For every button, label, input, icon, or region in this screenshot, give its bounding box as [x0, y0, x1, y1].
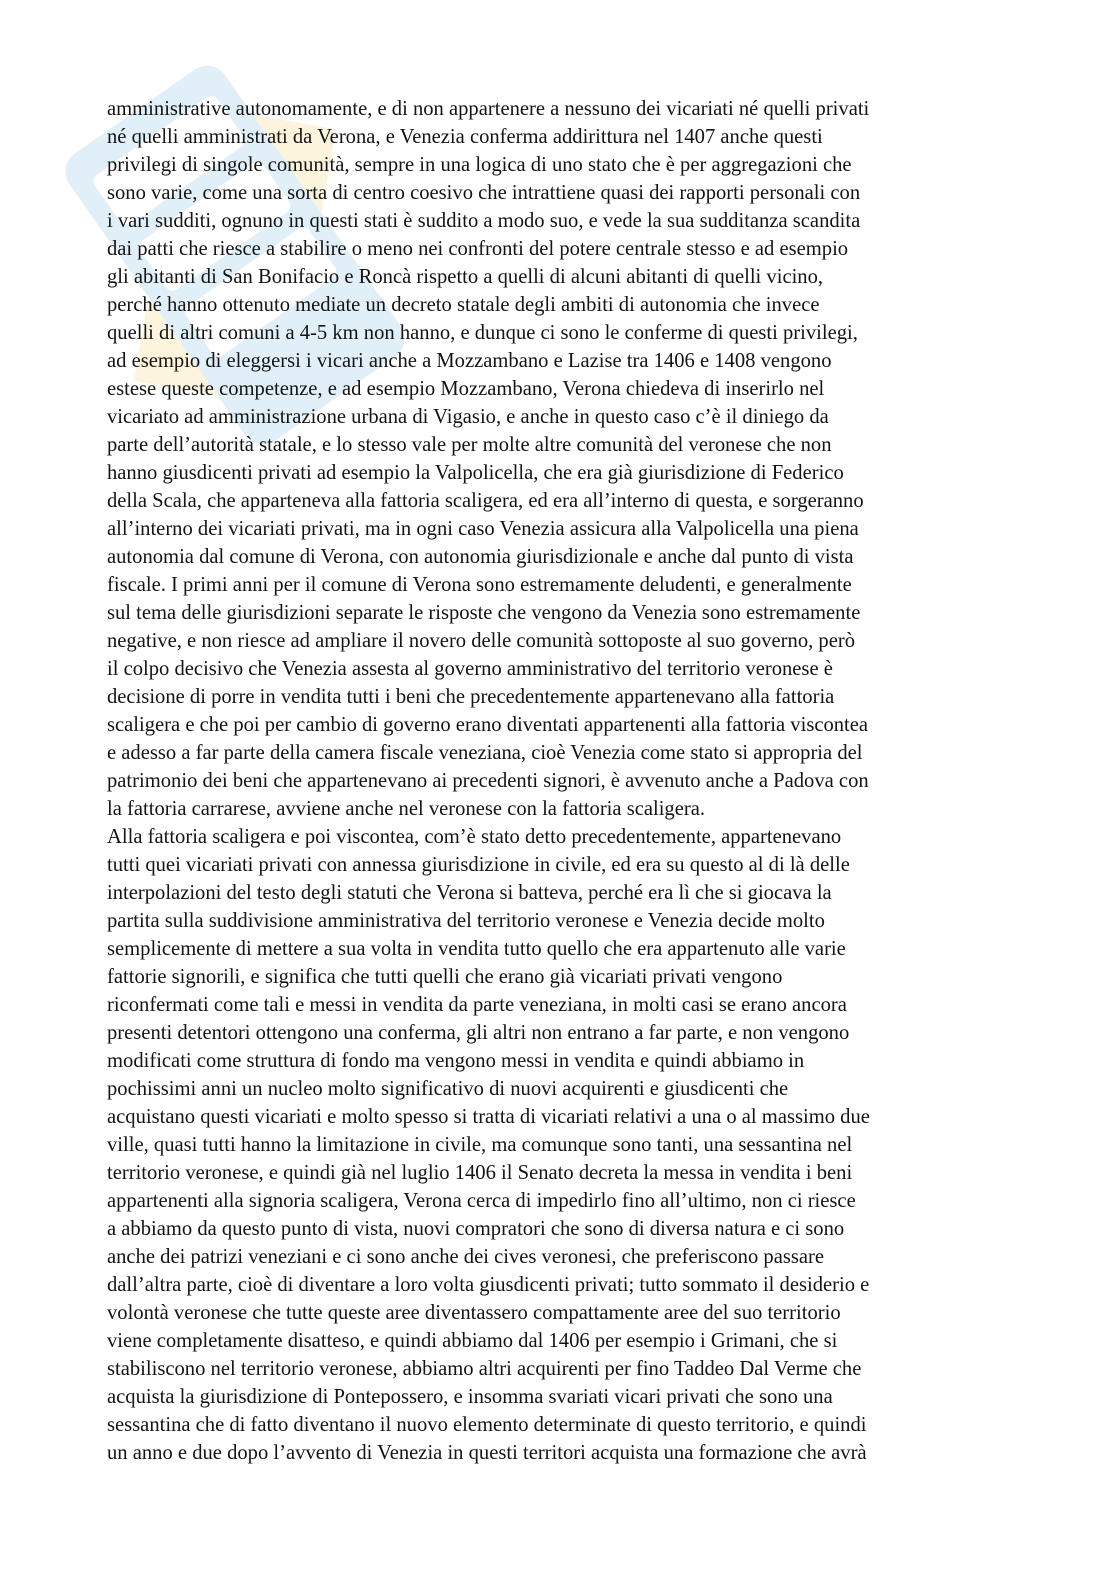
text-line: amministrative autonomamente, e di non appartenere a nessuno dei vicariati né quelli privati	[107, 98, 870, 120]
text-line: decisione di porre in vendita tutti i beni che precedentemente appartenevano alla fattoria	[107, 686, 835, 708]
text-line: dai patti che riesce a stabilire o meno nei confronti del potere centrale stesso e ad esempio	[107, 238, 849, 260]
text-line: sono varie, come una sorta di centro coesivo che intrattiene quasi dei rapporti personali con	[107, 182, 861, 204]
text-line: modificati come struttura di fondo ma vengono messi in vendita e quindi abbiamo in	[107, 1050, 805, 1072]
text-line: a abbiamo da questo punto di vista, nuovi compratori che sono di diversa natura e ci sono	[107, 1218, 845, 1240]
text-line: e adesso a far parte della camera fiscale veneziana, cioè Venezia come stato si appropria del	[107, 742, 863, 764]
text-line: hanno giusdicenti privati ad esempio la Valpolicella, che era già giurisdizione di Federico	[107, 462, 844, 484]
text-line: privilegi di singole comunità, sempre in una logica di uno stato che è per aggregazioni che	[107, 154, 852, 176]
text-line: partita sulla suddivisione amministrativa del territorio veronese e Venezia decide molto	[107, 910, 825, 932]
text-line: né quelli amministrati da Verona, e Venezia conferma addirittura nel 1407 anche questi	[107, 126, 823, 148]
text-line: perché hanno ottenuto mediate un decreto statale degli ambiti di autonomia che invece	[107, 294, 820, 316]
text-line: fiscale. I primi anni per il comune di Verona sono estremamente deludenti, e generalmente	[107, 574, 852, 596]
text-line: della Scala, che apparteneva alla fattoria scaligera, ed era all’interno di questa, e sorgeranno	[107, 490, 864, 512]
text-line: scaligera e che poi per cambio di governo erano diventati appartenenti alla fattoria viscontea	[107, 714, 869, 736]
text-line: dall’altra parte, cioè di diventare a loro volta giusdicenti privati; tutto sommato il desiderio e	[107, 1274, 870, 1296]
text-line: Alla fattoria scaligera e poi viscontea, com’è stato detto precedentemente, appartenevano	[107, 826, 842, 848]
text-line: interpolazioni del testo degli statuti che Verona si batteva, perché era lì che si giocava la	[107, 882, 832, 904]
text-line: fattorie signorili, e significa che tutti quelli che erano già vicariati privati vengono	[107, 966, 783, 988]
text-line: volontà veronese che tutte queste aree diventassero compattamente aree del suo territorio	[107, 1302, 841, 1324]
text-line: viene completamente disatteso, e quindi abbiamo dal 1406 per esempio i Grimani, che si	[107, 1330, 838, 1352]
text-line: gli abitanti di San Bonifacio e Roncà rispetto a quelli di alcuni abitanti di quelli vicino,	[107, 266, 824, 288]
text-line: quelli di altri comuni a 4-5 km non hanno, e dunque ci sono le conferme di questi privilegi,	[107, 322, 858, 344]
text-line: semplicemente di mettere a sua volta in vendita tutto quello che era appartenuto alle varie	[107, 938, 846, 960]
text-line: riconfermati come tali e messi in vendita da parte veneziana, in molti casi se erano ancora	[107, 994, 847, 1016]
text-line: un anno e due dopo l’avvento di Venezia in questi territori acquista una formazione che avrà	[107, 1442, 867, 1464]
text-line: vicariato ad amministrazione urbana di Vigasio, e anche in questo caso c’è il diniego da	[107, 406, 829, 428]
text-line: territorio veronese, e quindi già nel luglio 1406 il Senato decreta la messa in vendita i beni	[107, 1162, 853, 1184]
text-line: autonomia dal comune di Verona, con autonomia giurisdizionale e anche dal punto di vista	[107, 546, 854, 568]
text-line: ville, quasi tutti hanno la limitazione in civile, ma comunque sono tanti, una sessantina nel	[107, 1134, 853, 1156]
text-line: sul tema delle giurisdizioni separate le risposte che vengono da Venezia sono estremamente	[107, 602, 861, 624]
text-line: negative, e non riesce ad ampliare il novero delle comunità sottoposte al suo governo, però	[107, 630, 856, 652]
body-text	[107, 95, 1012, 1467]
text-line: sessantina che di fatto diventano il nuovo elemento determinate di questo territorio, e quindi	[107, 1414, 867, 1436]
text-line: acquista la giurisdizione di Pontepossero, e insomma svariati vicari privati che sono una	[107, 1386, 833, 1408]
text-line: all’interno dei vicariati privati, ma in ogni caso Venezia assicura alla Valpolicella una piena	[107, 518, 859, 540]
text-line: presenti detentori ottengono una conferma, gli altri non entrano a far parte, e non vengono	[107, 1022, 850, 1044]
text-line: la fattoria carrarese, avviene anche nel veronese con la fattoria scaligera.	[107, 798, 706, 820]
text-line: appartenenti alla signoria scaligera, Verona cerca di impedirlo fino all’ultimo, non ci riesce	[107, 1190, 856, 1212]
text-line: patrimonio dei beni che appartenevano ai precedenti signori, è avvenuto anche a Padova con	[107, 770, 869, 792]
text-line: tutti quei vicariati privati con annessa giurisdizione in civile, ed era su questo al di là delle	[107, 854, 850, 876]
text-line: anche dei patrizi veneziani e ci sono anche dei cives veronesi, che preferiscono passare	[107, 1246, 825, 1268]
text-line: il colpo decisivo che Venezia assesta al governo amministrativo del territorio veronese è	[107, 658, 833, 680]
text-line: i vari sudditi, ognuno in questi stati è suddito a modo suo, e vede la sua sudditanza scandita	[107, 210, 861, 232]
text-line: acquistano questi vicariati e molto spesso si tratta di vicariati relativi a una o al massimo due	[107, 1106, 870, 1128]
text-line: estese queste competenze, e ad esempio Mozzambano, Verona chiedeva di inserirlo nel	[107, 378, 825, 400]
text-line: ad esempio di eleggersi i vicari anche a Mozzambano e Lazise tra 1406 e 1408 vengono	[107, 350, 832, 372]
text-line: parte dell’autorità statale, e lo stesso vale per molte altre comunità del veronese che non	[107, 434, 832, 456]
text-line: stabiliscono nel territorio veronese, abbiamo altri acquirenti per fino Taddeo Dal Verme che	[107, 1358, 862, 1380]
text-line: pochissimi anni un nucleo molto significativo di nuovi acquirenti e giusdicenti che	[107, 1078, 789, 1100]
